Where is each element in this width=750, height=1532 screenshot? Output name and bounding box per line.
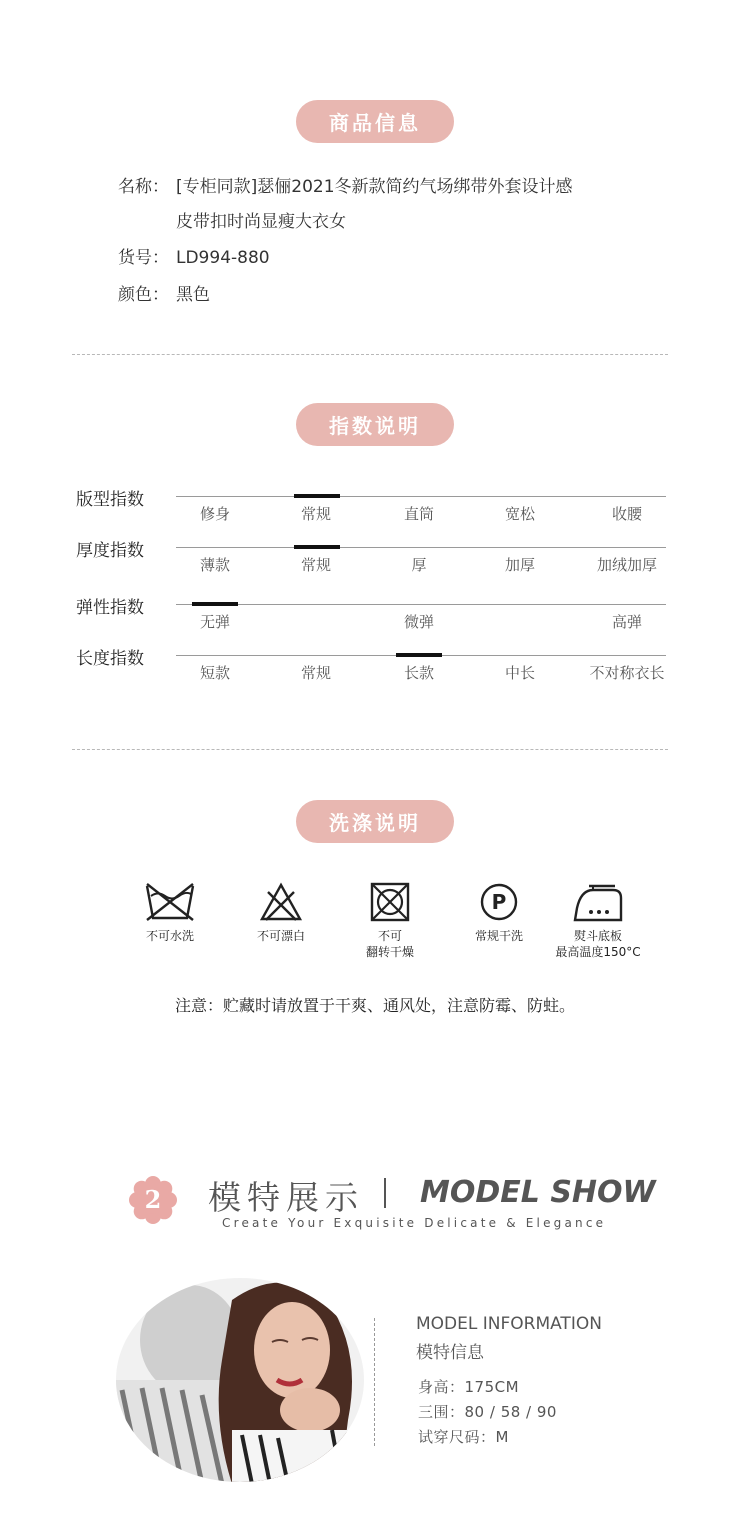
index-option: 中长 [504, 664, 535, 682]
wash-label [543, 928, 653, 960]
badge-number: 2 [144, 1185, 162, 1214]
index-scale-line [176, 547, 666, 548]
section-heading-index: 指数说明 [296, 403, 454, 446]
index-row-label: 版型指数 [76, 490, 144, 510]
model-height-value: 175CM [464, 1378, 520, 1396]
model-photo [112, 1270, 368, 1484]
wash-item-no-bleach [226, 882, 336, 944]
section-heading-wash: 洗涤说明 [296, 800, 454, 843]
storage-note: 注意：贮藏时请放置于干爽、通风处，注意防霉、防蛀。 [174, 996, 575, 1015]
no-tumble-dry-icon [369, 882, 411, 922]
model-measurements-row [418, 1401, 557, 1422]
wash-item-no-tumble [335, 882, 445, 960]
index-option: 修身 [199, 505, 230, 523]
product-name-value: [专柜同款]瑟俪2021冬新款简约气场绑带外套设计感 [176, 177, 573, 197]
index-option: 长款 [403, 664, 434, 682]
section-badge [129, 1176, 177, 1224]
index-option: 微弹 [403, 613, 434, 631]
model-show-title-en: MODEL SHOW [420, 1175, 656, 1210]
model-height-label: 身高： [418, 1378, 465, 1396]
model-info-title-en: MODEL INFORMATION [416, 1314, 602, 1334]
product-sku-value: LD994-880 [176, 248, 270, 268]
index-option: 宽松 [504, 505, 535, 523]
model-height-row [418, 1376, 519, 1397]
wash-label-line2: 翻转干燥 [365, 945, 414, 959]
index-row-label: 长度指数 [76, 649, 144, 669]
model-info-title-cn: 模特信息 [416, 1343, 484, 1363]
info-divider [374, 1318, 375, 1446]
model-measurements-value: 80 / 58 / 90 [464, 1403, 557, 1421]
index-option: 无弹 [199, 613, 230, 631]
index-option: 薄款 [199, 556, 230, 574]
model-size-row [418, 1426, 509, 1447]
model-size-label: 试穿尺码： [418, 1428, 496, 1446]
index-scale-line [176, 496, 666, 497]
index-option: 短款 [199, 664, 230, 682]
no-bleach-icon [259, 882, 303, 922]
index-selected-marker [192, 602, 238, 606]
index-scale-line [176, 604, 666, 605]
index-option: 加厚 [504, 556, 535, 574]
product-name-row [118, 169, 573, 205]
index-option: 高弹 [611, 613, 642, 631]
model-portrait-image [112, 1270, 368, 1484]
index-option: 收腰 [611, 505, 642, 523]
wash-item-no-wash [115, 882, 225, 944]
wash-item-dry-clean [444, 882, 554, 944]
wash-label: 常规干洗 [474, 929, 523, 943]
index-selected-marker [396, 653, 442, 657]
title-separator [384, 1178, 386, 1208]
svg-text:P: P [491, 890, 507, 914]
product-sku-row [118, 240, 270, 276]
product-sku-label: 货号： [118, 248, 169, 268]
no-wash-icon [143, 882, 197, 922]
index-selected-marker [294, 494, 340, 498]
section-heading-product-info: 商品信息 [296, 100, 454, 143]
product-name-value-cont: 皮带扣时尚显瘦大衣女 [176, 212, 346, 232]
index-option: 常规 [300, 505, 331, 523]
model-show-title-cn: 模特展示 [208, 1178, 364, 1217]
wash-label-line1: 熨斗底板 [573, 929, 622, 943]
wash-label: 不可漂白 [256, 929, 305, 943]
index-option: 不对称衣长 [589, 664, 665, 682]
wash-item-iron [543, 882, 653, 960]
product-color-value: 黑色 [176, 285, 210, 305]
dry-clean-p-icon [479, 882, 519, 922]
wash-label-line1: 不可 [377, 929, 402, 943]
wash-label [335, 928, 445, 960]
product-color-row [118, 277, 210, 313]
product-color-label: 颜色： [118, 285, 169, 305]
product-name-label: 名称： [118, 177, 169, 197]
model-size-value: M [495, 1428, 509, 1446]
index-option: 加绒加厚 [596, 556, 657, 574]
index-option: 直筒 [403, 505, 434, 523]
index-row-label: 弹性指数 [76, 598, 144, 618]
model-measurements-label: 三围： [418, 1403, 465, 1421]
index-option: 常规 [300, 664, 331, 682]
iron-icon [571, 882, 625, 922]
wash-label-line2: 最高温度150°C [555, 945, 641, 959]
divider [72, 749, 668, 750]
index-selected-marker [294, 545, 340, 549]
index-row-label: 厚度指数 [76, 541, 144, 561]
divider [72, 354, 668, 355]
index-option: 常规 [300, 556, 331, 574]
wash-label: 不可水洗 [145, 929, 194, 943]
model-show-subtitle: Create Your Exquisite Delicate & Elegance [222, 1216, 607, 1230]
index-option: 厚 [411, 556, 427, 574]
